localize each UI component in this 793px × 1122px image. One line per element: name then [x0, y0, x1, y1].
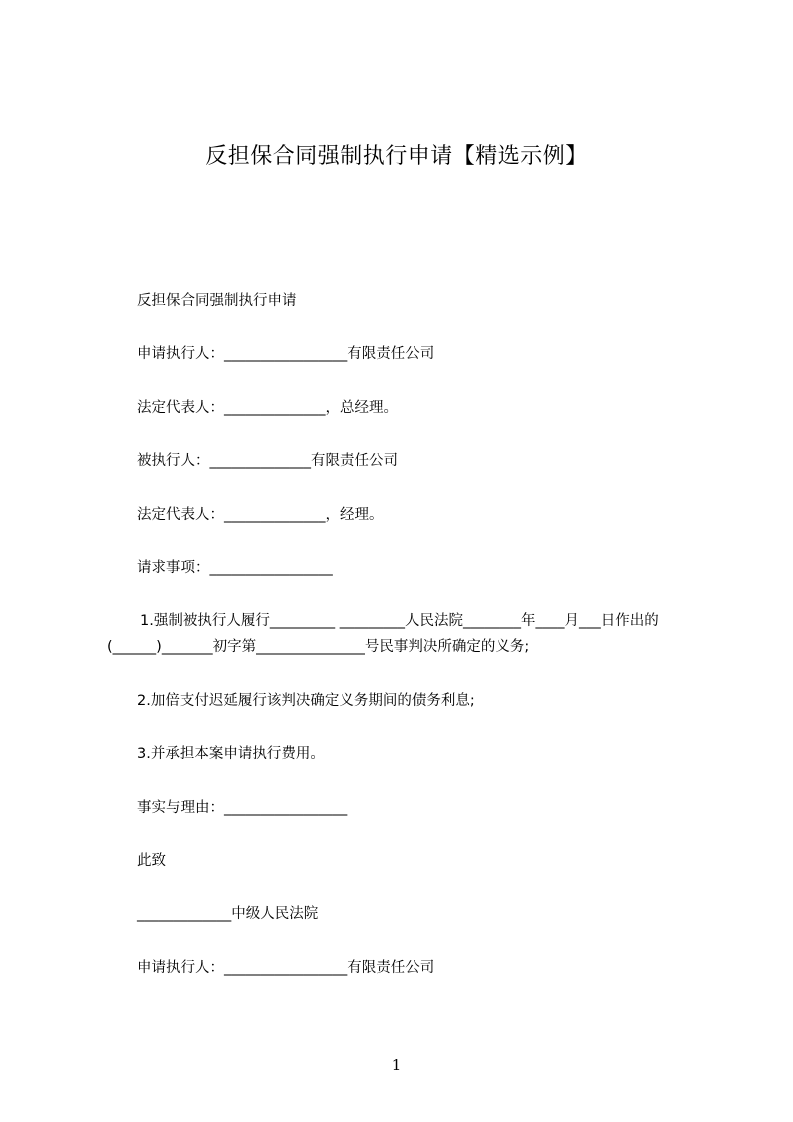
court-line: _____________中级人民法院 [137, 906, 319, 922]
respondent-representative-line: 法定代表人：______________，经理。 [137, 507, 384, 523]
facts-and-reasons-line: 事实与理由：_________________ [137, 800, 348, 816]
salutation: 此致 [137, 853, 166, 869]
request-item-2: 2.加倍支付迟延履行该判决确定义务期间的债务利息; [137, 693, 475, 709]
respondent-line: 被执行人：______________有限责任公司 [137, 453, 398, 469]
request-item-1: 1.强制被执行人履行_________ _________人民法院________年____月___日作出的(______)_______初字第_______________号民事判决所确定的义务; [107, 613, 659, 655]
request-item-3: 3.并承担本案申请执行费用。 [137, 746, 325, 762]
page-number: 1 [391, 1056, 402, 1074]
document-title: 反担保合同强制执行申请【精选示例】 [205, 144, 588, 169]
applicant-representative-line: 法定代表人：______________，总经理。 [137, 400, 398, 416]
request-items-label: 请求事项：_________________ [137, 560, 333, 576]
document-heading: 反担保合同强制执行申请 [137, 293, 297, 309]
applicant-signature-line: 申请执行人：_________________有限责任公司 [137, 960, 435, 976]
applicant-line: 申请执行人：_________________有限责任公司 [137, 346, 435, 362]
